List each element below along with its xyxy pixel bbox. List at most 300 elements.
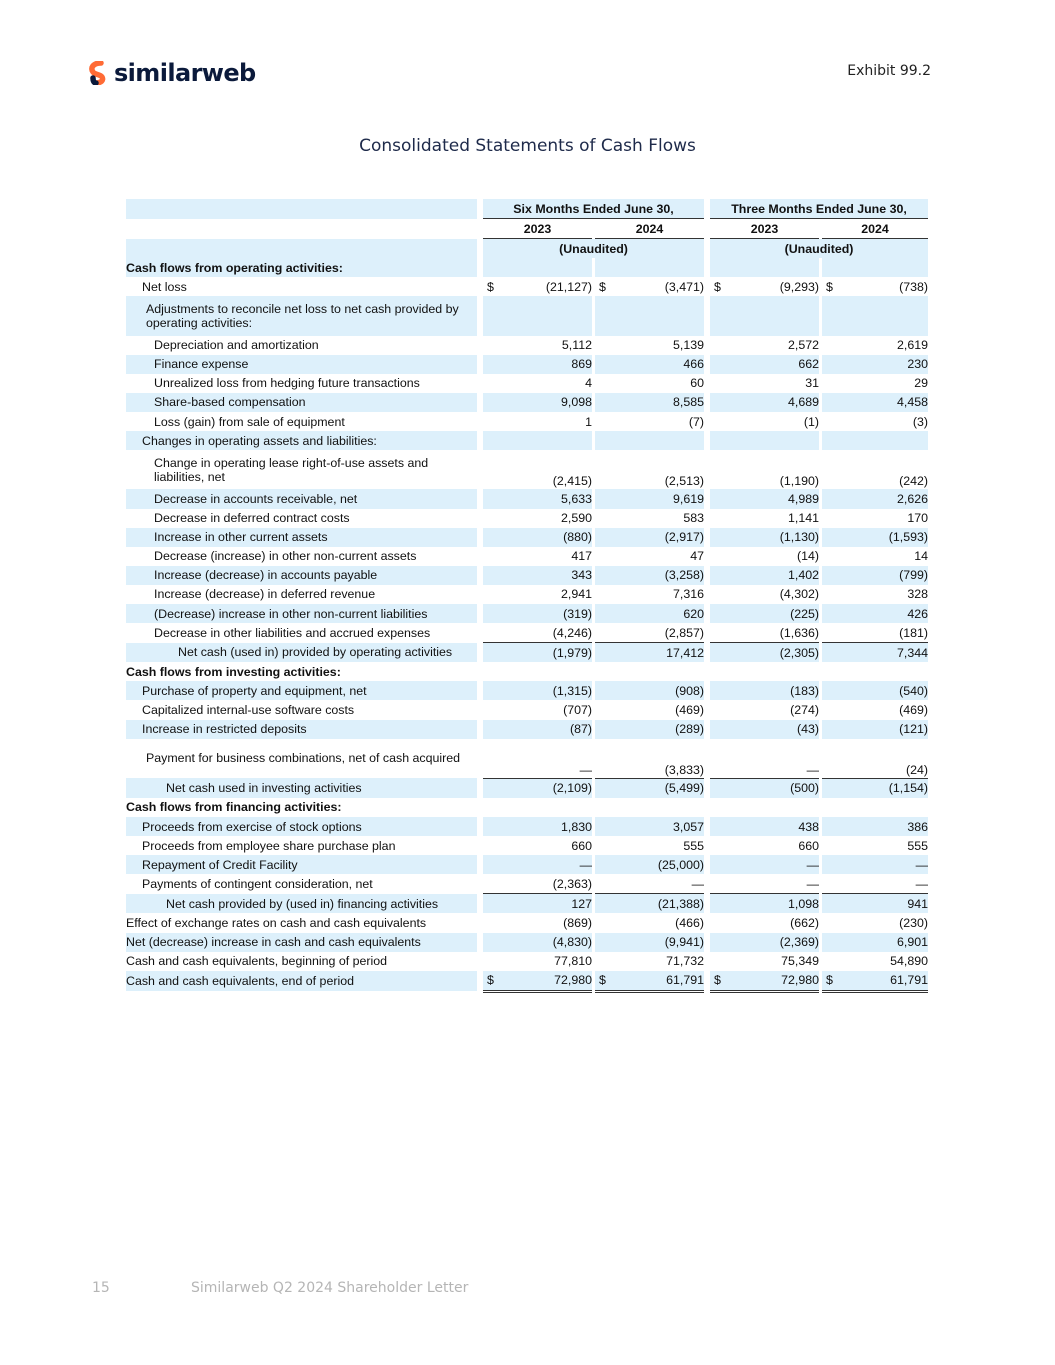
value-text: (469) xyxy=(675,702,705,717)
table-row xyxy=(126,604,928,623)
value-text: (1,190) xyxy=(779,474,820,489)
value-text: (3) xyxy=(912,414,929,429)
value-cell xyxy=(483,739,592,779)
table-row xyxy=(126,817,928,836)
section-row xyxy=(126,798,928,817)
value-text: 7,344 xyxy=(897,645,929,660)
value-cell xyxy=(595,662,704,681)
value-text: 72,980 xyxy=(781,973,820,988)
value-cell xyxy=(710,739,819,779)
value-cell xyxy=(710,431,819,450)
value-cell xyxy=(710,566,819,585)
value-cell xyxy=(822,894,928,914)
value-text: (1,979) xyxy=(552,645,592,660)
value-cell xyxy=(710,643,819,663)
value-cell xyxy=(710,778,819,798)
table-row xyxy=(126,277,928,296)
row-label: Cash flows from investing activities: xyxy=(126,664,341,679)
value-cell xyxy=(595,450,704,489)
row-label: Increase in restricted deposits xyxy=(126,720,477,739)
section-row xyxy=(126,296,928,335)
value-text: 583 xyxy=(683,511,705,526)
value-cell xyxy=(710,700,819,719)
value-cell xyxy=(710,296,819,335)
value-text: 60 xyxy=(690,376,705,391)
value-text: (1,315) xyxy=(552,683,592,698)
table-row xyxy=(126,720,928,739)
value-cell xyxy=(822,798,928,817)
row-label: Changes in operating assets and liabilities: xyxy=(126,431,477,450)
value-cell xyxy=(483,913,592,932)
value-text: 417 xyxy=(571,549,592,564)
table-row xyxy=(126,336,928,355)
value-cell xyxy=(595,509,704,528)
value-cell xyxy=(595,355,704,374)
value-cell xyxy=(595,798,704,817)
row-label: Cash and cash equivalents, beginning of period xyxy=(126,954,388,969)
value-cell xyxy=(822,874,928,894)
value-text: (3,833) xyxy=(664,762,705,777)
value-text: 75,349 xyxy=(781,954,820,969)
value-cell xyxy=(595,700,704,719)
value-cell xyxy=(483,700,592,719)
value-text: 2,590 xyxy=(560,511,592,526)
value-text: — xyxy=(691,876,705,891)
value-cell xyxy=(595,952,704,971)
footer-text: Similarweb Q2 2024 Shareholder Letter xyxy=(191,1280,469,1296)
cash-flow-body xyxy=(126,258,928,991)
value-cell xyxy=(822,336,928,355)
table-row xyxy=(126,585,928,604)
value-cell xyxy=(483,277,592,296)
value-cell xyxy=(822,547,928,566)
value-cell xyxy=(595,431,704,450)
row-label: Share-based compensation xyxy=(126,393,477,412)
year-heading: 2023 xyxy=(483,219,592,239)
value-text: 1 xyxy=(585,414,592,429)
value-cell xyxy=(822,355,928,374)
value-cell xyxy=(822,952,928,971)
value-text: 660 xyxy=(571,838,592,853)
value-text: (43) xyxy=(796,722,820,737)
value-text: (5,499) xyxy=(664,781,705,796)
value-text: 386 xyxy=(907,819,929,834)
value-cell xyxy=(595,720,704,739)
value-cell xyxy=(822,296,928,335)
value-text: (908) xyxy=(675,683,705,698)
value-cell xyxy=(822,643,928,663)
value-cell xyxy=(595,913,704,932)
total-row xyxy=(126,894,928,914)
value-cell xyxy=(595,623,704,643)
value-cell xyxy=(595,412,704,431)
value-text: 660 xyxy=(798,838,820,853)
value-cell xyxy=(595,374,704,393)
value-text: 4,689 xyxy=(788,395,820,410)
value-text: 47 xyxy=(690,549,705,564)
value-text: (2,369) xyxy=(779,935,820,950)
unaudited-label: (Unaudited) xyxy=(710,239,928,259)
value-text: (319) xyxy=(563,606,592,621)
value-text: — xyxy=(806,857,820,872)
value-cell xyxy=(595,585,704,604)
value-cell xyxy=(595,277,704,296)
value-cell xyxy=(710,277,819,296)
value-text: (242) xyxy=(899,474,929,489)
currency-symbol: $ xyxy=(599,279,606,294)
year-heading: 2024 xyxy=(595,219,704,239)
value-cell xyxy=(822,700,928,719)
table-row xyxy=(126,489,928,508)
value-cell xyxy=(822,855,928,874)
value-text: (469) xyxy=(899,702,929,717)
table-row xyxy=(126,355,928,374)
value-cell xyxy=(595,393,704,412)
table-row xyxy=(126,874,928,894)
value-cell xyxy=(710,952,819,971)
value-cell xyxy=(710,336,819,355)
value-text: (880) xyxy=(563,530,592,545)
value-text: (14) xyxy=(796,549,820,564)
table-row xyxy=(126,913,928,932)
currency-symbol: $ xyxy=(826,973,833,988)
value-cell xyxy=(710,355,819,374)
row-label: Decrease in deferred contract costs xyxy=(154,511,350,526)
value-text: 9,619 xyxy=(673,491,705,506)
value-text: — xyxy=(806,876,820,891)
currency-symbol: $ xyxy=(826,279,833,294)
value-text: 1,141 xyxy=(788,511,820,526)
value-cell xyxy=(595,874,704,894)
value-text: 620 xyxy=(683,606,705,621)
value-text: 61,791 xyxy=(890,973,929,988)
table-row xyxy=(126,566,928,585)
table-row xyxy=(126,836,928,855)
value-text: (707) xyxy=(563,702,592,717)
row-label: Increase (decrease) in deferred revenue xyxy=(154,587,376,602)
value-cell xyxy=(483,952,592,971)
value-cell xyxy=(595,528,704,547)
value-cell xyxy=(483,720,592,739)
value-text: 77,810 xyxy=(554,954,592,969)
table-row xyxy=(126,374,928,393)
value-text: 61,791 xyxy=(666,973,705,988)
value-cell xyxy=(483,489,592,508)
value-text: (1,636) xyxy=(779,625,820,640)
value-cell xyxy=(483,623,592,643)
value-cell xyxy=(710,489,819,508)
three-months-heading: Three Months Ended June 30, xyxy=(710,199,928,219)
value-cell xyxy=(822,971,928,992)
value-cell xyxy=(710,681,819,700)
value-text: (3,471) xyxy=(664,279,705,294)
value-text: 170 xyxy=(907,511,929,526)
value-text: (3,258) xyxy=(664,568,705,583)
total-row xyxy=(126,643,928,663)
value-text: 8,585 xyxy=(673,395,705,410)
value-text: (274) xyxy=(790,702,820,717)
row-label: Decrease in other liabilities and accrued expenses xyxy=(154,625,431,640)
logo-wordmark: similarweb xyxy=(114,59,256,87)
total-row xyxy=(126,778,928,798)
value-cell xyxy=(710,450,819,489)
value-cell xyxy=(822,778,928,798)
value-text: 29 xyxy=(914,376,929,391)
value-cell xyxy=(483,681,592,700)
value-text: 71,732 xyxy=(666,954,705,969)
value-cell xyxy=(822,817,928,836)
value-text: 4 xyxy=(585,376,592,391)
currency-symbol: $ xyxy=(487,279,494,294)
table-row xyxy=(126,855,928,874)
value-text: (2,305) xyxy=(779,645,820,660)
table-row xyxy=(126,700,928,719)
value-text: (230) xyxy=(899,916,929,931)
value-text: (799) xyxy=(899,568,929,583)
value-cell xyxy=(595,643,704,663)
table-row xyxy=(126,528,928,547)
value-text: 941 xyxy=(907,896,929,911)
value-text: 17,412 xyxy=(666,645,705,660)
value-text: (1,130) xyxy=(779,530,820,545)
value-text: (662) xyxy=(790,916,820,931)
value-text: (500) xyxy=(790,781,820,796)
value-cell xyxy=(710,374,819,393)
value-cell xyxy=(822,450,928,489)
value-cell xyxy=(595,336,704,355)
value-text: (869) xyxy=(563,916,592,931)
year-heading: 2023 xyxy=(710,219,819,239)
value-text: 328 xyxy=(907,587,929,602)
value-text: (540) xyxy=(899,683,929,698)
value-cell xyxy=(483,258,592,277)
value-text: 4,989 xyxy=(788,491,820,506)
row-label: Proceeds from exercise of stock options xyxy=(126,817,477,836)
value-text: 5,139 xyxy=(673,338,705,353)
value-text: (738) xyxy=(899,279,929,294)
row-label: Payment for business combinations, net of cash acquired xyxy=(146,751,461,766)
value-cell xyxy=(710,258,819,277)
value-cell xyxy=(483,393,592,412)
value-cell xyxy=(483,874,592,894)
value-cell xyxy=(710,798,819,817)
value-cell xyxy=(483,971,592,992)
value-text: 3,057 xyxy=(673,819,705,834)
row-label: Increase in other current assets xyxy=(126,528,477,547)
row-label: Loss (gain) from sale of equipment xyxy=(154,414,345,429)
value-text: 72,980 xyxy=(554,973,592,988)
value-cell xyxy=(710,393,819,412)
value-text: (225) xyxy=(790,606,820,621)
value-cell xyxy=(483,585,592,604)
section-row xyxy=(126,662,928,681)
value-cell xyxy=(822,623,928,643)
value-cell xyxy=(822,489,928,508)
value-text: (9,941) xyxy=(664,935,705,950)
value-cell xyxy=(710,913,819,932)
value-text: 555 xyxy=(683,838,705,853)
value-text: (21,127) xyxy=(545,279,592,294)
value-cell xyxy=(710,604,819,623)
value-cell xyxy=(595,778,704,798)
value-cell xyxy=(822,739,928,779)
row-label: Net cash provided by (used in) financing activities xyxy=(126,894,477,914)
similarweb-logo xyxy=(88,57,256,89)
row-label: Net (decrease) increase in cash and cash equivalents xyxy=(126,933,477,952)
row-label: Decrease in accounts receivable, net xyxy=(126,489,477,508)
value-cell xyxy=(822,681,928,700)
value-text: (2,109) xyxy=(552,781,592,796)
currency-symbol: $ xyxy=(599,973,606,988)
row-label: Proceeds from employee share purchase plan xyxy=(142,838,396,853)
value-cell xyxy=(710,855,819,874)
table-row xyxy=(126,509,928,528)
value-cell xyxy=(483,662,592,681)
value-text: 5,633 xyxy=(560,491,592,506)
value-cell xyxy=(822,913,928,932)
value-text: 1,098 xyxy=(788,896,820,911)
row-label: Finance expense xyxy=(126,355,477,374)
value-cell xyxy=(710,933,819,952)
value-text: 54,890 xyxy=(890,954,929,969)
value-cell xyxy=(822,393,928,412)
value-cell xyxy=(710,874,819,894)
value-cell xyxy=(710,528,819,547)
value-cell xyxy=(483,817,592,836)
value-cell xyxy=(822,374,928,393)
value-cell xyxy=(822,258,928,277)
value-text: (181) xyxy=(899,625,929,640)
value-text: — xyxy=(915,857,929,872)
value-cell xyxy=(483,336,592,355)
value-text: 4,458 xyxy=(897,395,929,410)
row-label: (Decrease) increase in other non-current liabilities xyxy=(126,604,477,623)
value-text: (2,363) xyxy=(552,876,592,891)
value-cell xyxy=(822,933,928,952)
value-cell xyxy=(710,836,819,855)
value-cell xyxy=(483,296,592,335)
header-year-row xyxy=(126,219,928,239)
value-cell xyxy=(710,817,819,836)
value-text: 230 xyxy=(907,357,929,372)
value-cell xyxy=(710,662,819,681)
value-cell xyxy=(710,509,819,528)
value-cell xyxy=(483,509,592,528)
value-cell xyxy=(483,604,592,623)
value-text: (7) xyxy=(688,414,705,429)
value-text: 9,098 xyxy=(560,395,592,410)
value-cell xyxy=(595,547,704,566)
value-cell xyxy=(822,662,928,681)
value-cell xyxy=(483,933,592,952)
value-cell xyxy=(822,604,928,623)
table-row xyxy=(126,623,928,643)
value-cell xyxy=(822,277,928,296)
value-cell xyxy=(595,258,704,277)
value-text: (1,154) xyxy=(888,781,929,796)
table-row xyxy=(126,933,928,952)
value-cell xyxy=(710,623,819,643)
row-label: Payments of contingent consideration, net xyxy=(142,877,373,892)
value-cell xyxy=(483,450,592,489)
value-cell xyxy=(483,355,592,374)
value-text: (4,302) xyxy=(779,587,820,602)
value-text: 31 xyxy=(805,376,820,391)
value-cell xyxy=(483,894,592,914)
value-cell xyxy=(595,604,704,623)
value-text: 14 xyxy=(914,549,929,564)
value-cell xyxy=(595,933,704,952)
section-row xyxy=(126,431,928,450)
value-text: 662 xyxy=(798,357,820,372)
value-text: — xyxy=(579,762,592,777)
table-row xyxy=(126,450,928,489)
value-cell xyxy=(595,739,704,779)
page-number: 15 xyxy=(92,1280,110,1296)
value-cell xyxy=(483,566,592,585)
value-cell xyxy=(595,296,704,335)
section-row xyxy=(126,258,928,277)
six-months-heading: Six Months Ended June 30, xyxy=(483,199,704,219)
value-text: (2,513) xyxy=(664,474,705,489)
value-cell xyxy=(822,431,928,450)
header-unaudited-row xyxy=(126,239,928,259)
value-text: 1,402 xyxy=(788,568,820,583)
value-cell xyxy=(483,547,592,566)
row-label: Change in operating lease right-of-use assets and liabilities, net xyxy=(154,455,429,484)
table-row xyxy=(126,739,928,779)
currency-symbol: $ xyxy=(714,279,721,294)
value-text: 438 xyxy=(798,819,820,834)
value-text: (121) xyxy=(899,722,929,737)
value-cell xyxy=(483,643,592,663)
row-label: Net cash used in investing activities xyxy=(126,778,477,798)
value-cell xyxy=(822,528,928,547)
value-cell xyxy=(483,798,592,817)
row-label: Unrealized loss from hedging future transactions xyxy=(154,376,420,391)
value-cell xyxy=(822,509,928,528)
value-text: (9,293) xyxy=(779,279,820,294)
value-cell xyxy=(595,681,704,700)
table-row xyxy=(126,971,928,992)
row-label: Net loss xyxy=(142,279,187,294)
value-text: — xyxy=(915,876,929,891)
value-text: 1,830 xyxy=(560,819,592,834)
row-label: Depreciation and amortization xyxy=(154,338,319,353)
value-text: 343 xyxy=(571,568,592,583)
value-text: (289) xyxy=(675,722,705,737)
value-cell xyxy=(595,836,704,855)
row-label: Capitalized internal-use software costs xyxy=(142,702,355,717)
value-text: 2,626 xyxy=(897,491,929,506)
page-title: Consolidated Statements of Cash Flows xyxy=(359,136,696,156)
currency-symbol: $ xyxy=(714,973,721,988)
value-cell xyxy=(483,431,592,450)
currency-symbol: $ xyxy=(487,973,494,988)
value-cell xyxy=(483,528,592,547)
value-text: (4,830) xyxy=(552,935,592,950)
value-cell xyxy=(595,489,704,508)
value-text: 869 xyxy=(571,357,592,372)
row-label: Adjustments to reconcile net loss to net cash provided by operating activities: xyxy=(126,296,477,335)
value-cell xyxy=(822,412,928,431)
value-cell xyxy=(483,412,592,431)
value-text: (2,857) xyxy=(664,625,705,640)
value-text: 555 xyxy=(907,838,929,853)
similarweb-logo-icon xyxy=(88,61,108,85)
cash-flow-table xyxy=(126,199,928,993)
table-row xyxy=(126,412,928,431)
